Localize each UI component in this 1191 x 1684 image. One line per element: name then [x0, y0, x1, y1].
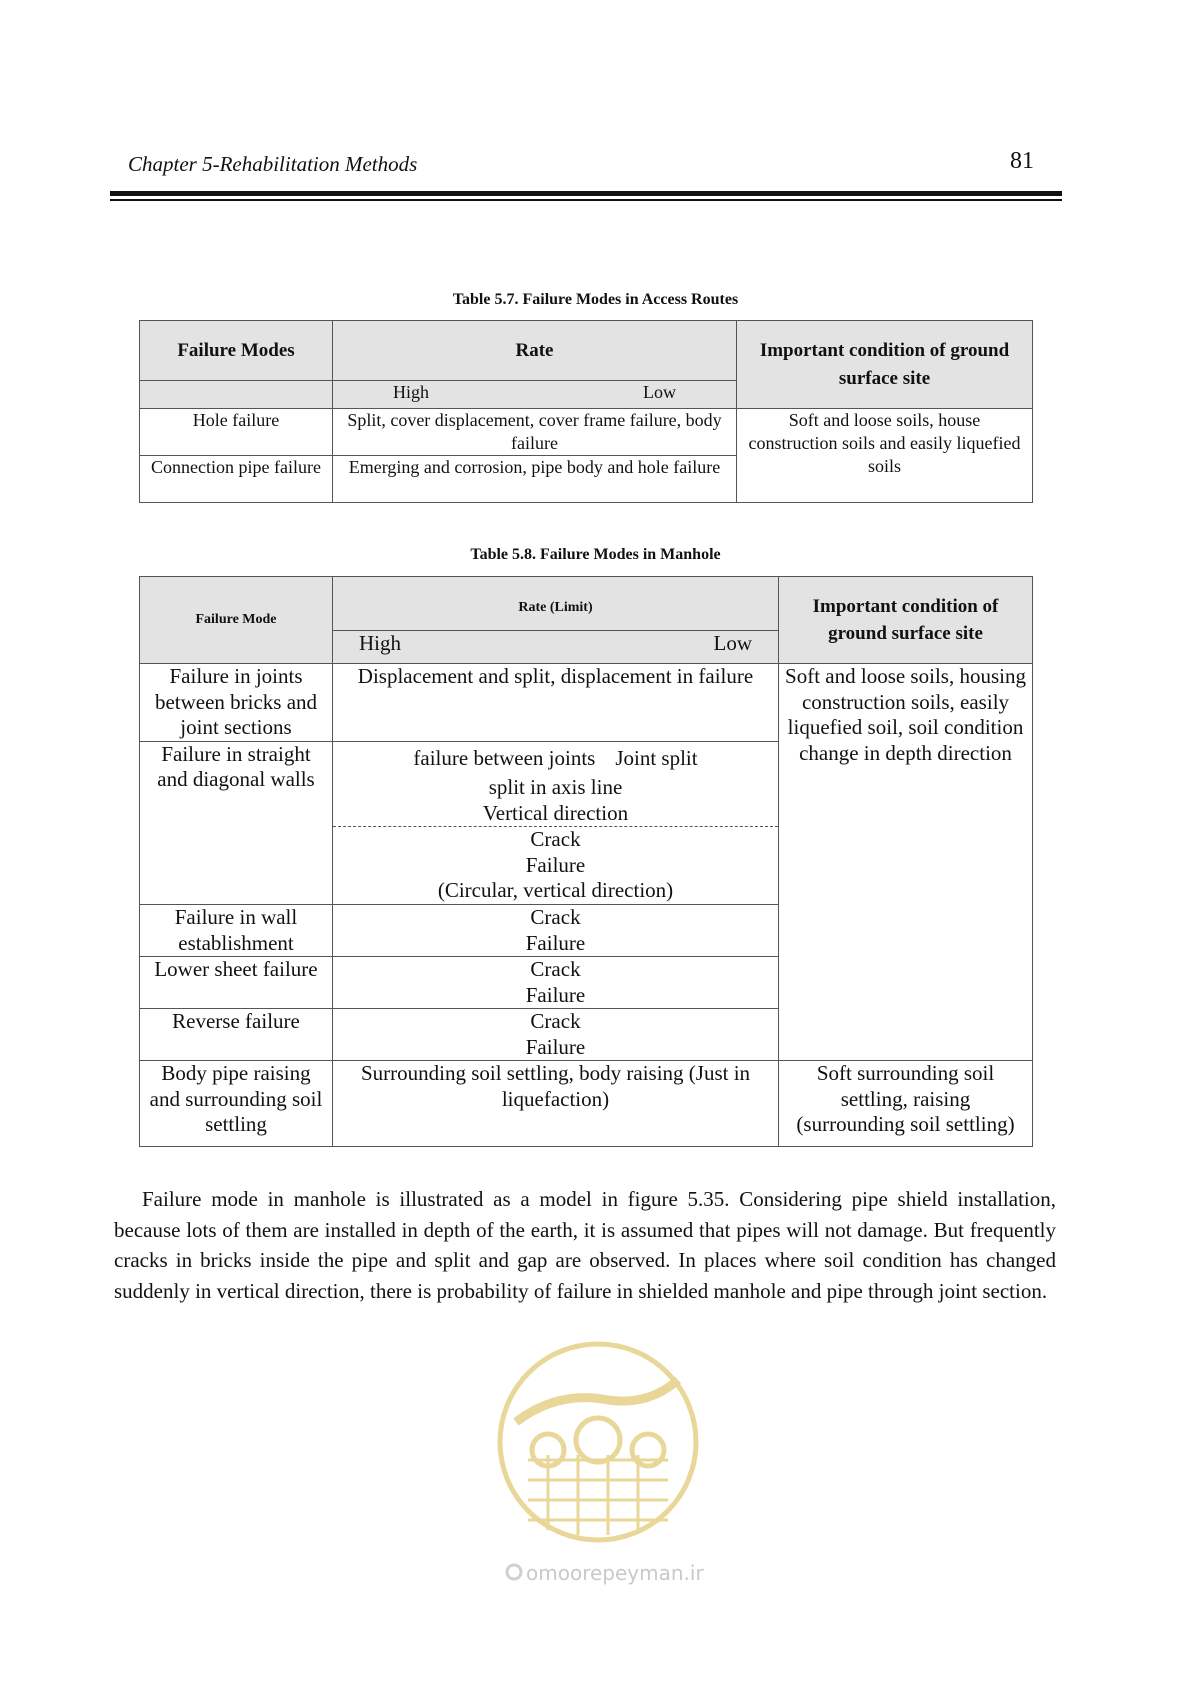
- t58-row4-rate2: Failure: [525, 982, 586, 1007]
- t58-row4-rate: [333, 957, 779, 1009]
- table-5-7: [139, 320, 1033, 503]
- t58-row4-rate1: Crack: [530, 957, 581, 981]
- header-rule-thin: [110, 199, 1062, 201]
- t58-row3-rate: [333, 905, 779, 957]
- t57-row1-mode: Hole failure: [140, 409, 333, 456]
- t57-row1-rate: Split, cover displacement, cover frame failure, body failure: [333, 409, 737, 456]
- watermark: [488, 1330, 708, 1600]
- header-rule-thick: [110, 191, 1062, 196]
- watermark-url: omoorepeyman.ir: [526, 1561, 704, 1585]
- t58-sub-high: High: [359, 631, 401, 655]
- t58-row5-rate1: Crack: [530, 1009, 581, 1033]
- t58-row2-rate-b1: Crack: [530, 827, 581, 851]
- t58-row2-rate-b2: Failure: [525, 852, 586, 877]
- t58-row2-rate-b: [333, 827, 779, 905]
- running-header: Chapter 5-Rehabilitation Methods: [128, 152, 418, 176]
- t57-header-condition-label: Important condition of ground surface site: [759, 339, 1010, 389]
- t57-header-failure-modes-label: Failure Modes: [177, 340, 295, 361]
- t58-row3-rate2: Failure: [525, 930, 586, 955]
- t58-row1-rate: Displacement and split, displacement in failure: [333, 664, 779, 742]
- t58-row2-rate-b3: (Circular, vertical direction): [437, 878, 674, 902]
- table-5-8-caption: Table 5.8. Failure Modes in Manhole: [470, 546, 721, 563]
- t58-row6-condition: Soft surrounding soil settling, raising (surrounding soil settling): [779, 1061, 1033, 1147]
- table-5-7-caption: Table 5.7. Failure Modes in Access Routes: [452, 291, 739, 308]
- t58-row4-mode: Lower sheet failure: [140, 957, 333, 1009]
- t58-condition-main: Soft and loose soils, housing construction soils, easily liquefied soil, soil condition change in depth direction: [779, 664, 1033, 1061]
- t57-header-condition: [737, 321, 1033, 409]
- t57-header-failure-modes: [140, 321, 333, 381]
- t57-condition: Soft and loose soils, house construction soils and easily liquefied soils: [737, 409, 1033, 503]
- t58-row3-mode: Failure in wall establishment: [140, 905, 333, 957]
- t58-header-condition: Important condition of ground surface site: [779, 577, 1033, 664]
- t58-row1-mode: Failure in joints between bricks and joint sections: [140, 664, 333, 742]
- t58-row2-rate-a-line1: [339, 746, 772, 772]
- t58-header-rate: Rate (Limit): [333, 577, 779, 631]
- t57-row2-rate: Emerging and corrosion, pipe body and hole failure: [333, 456, 737, 503]
- t58-sub-low: Low: [713, 631, 752, 655]
- table-5-8: [139, 576, 1033, 1147]
- t58-subheader-rate: [333, 631, 779, 664]
- t58-row6-mode: Body pipe raising and surrounding soil settling: [140, 1061, 333, 1147]
- t58-row2-rate-a: [333, 741, 779, 827]
- t58-row2-rate-a2: Joint split: [615, 745, 698, 770]
- t58-row5-mode: Reverse failure: [140, 1009, 333, 1061]
- page-number: 81: [1010, 148, 1034, 174]
- t57-row2-mode: Connection pipe failure: [140, 456, 333, 503]
- t57-sub-high: High: [393, 382, 429, 402]
- t58-row6-rate: Surrounding soil settling, body raising (Just in liquefaction): [333, 1061, 779, 1147]
- body-paragraph: Failure mode in manhole is illustrated as a model in figure 5.35. Considering pipe shield installation, because lots of them are installed in depth of the earth, it is assumed that pipes will not damage. But frequently cracks in bricks inside the pipe and split and gap are observed. In places where soil condition has changed suddenly in vertical direction, there is probability of failure in shielded manhole and pipe through joint section.: [114, 1187, 1056, 1303]
- t58-row2-rate-a1: failure between joints: [413, 745, 596, 770]
- t57-header-rate-label: Rate: [515, 340, 554, 361]
- t58-row2-rate-a4: Vertical direction: [482, 800, 629, 825]
- t58-row5-rate: [333, 1009, 779, 1061]
- t58-row3-rate1: Crack: [530, 905, 581, 929]
- t57-header-rate: [333, 321, 737, 381]
- t57-header-failure-modes-cont: [140, 381, 333, 409]
- t58-row2-rate-a3: split in axis line: [488, 775, 623, 799]
- t58-row5-rate2: Failure: [525, 1034, 586, 1059]
- t58-header-failure-mode: Failure Mode: [140, 577, 333, 664]
- t57-sub-low: Low: [643, 382, 676, 402]
- watermark-seal-icon: [488, 1330, 708, 1600]
- t58-row2-mode: Failure in straight and diagonal walls: [140, 741, 333, 905]
- t57-subheader-rate: [333, 381, 737, 409]
